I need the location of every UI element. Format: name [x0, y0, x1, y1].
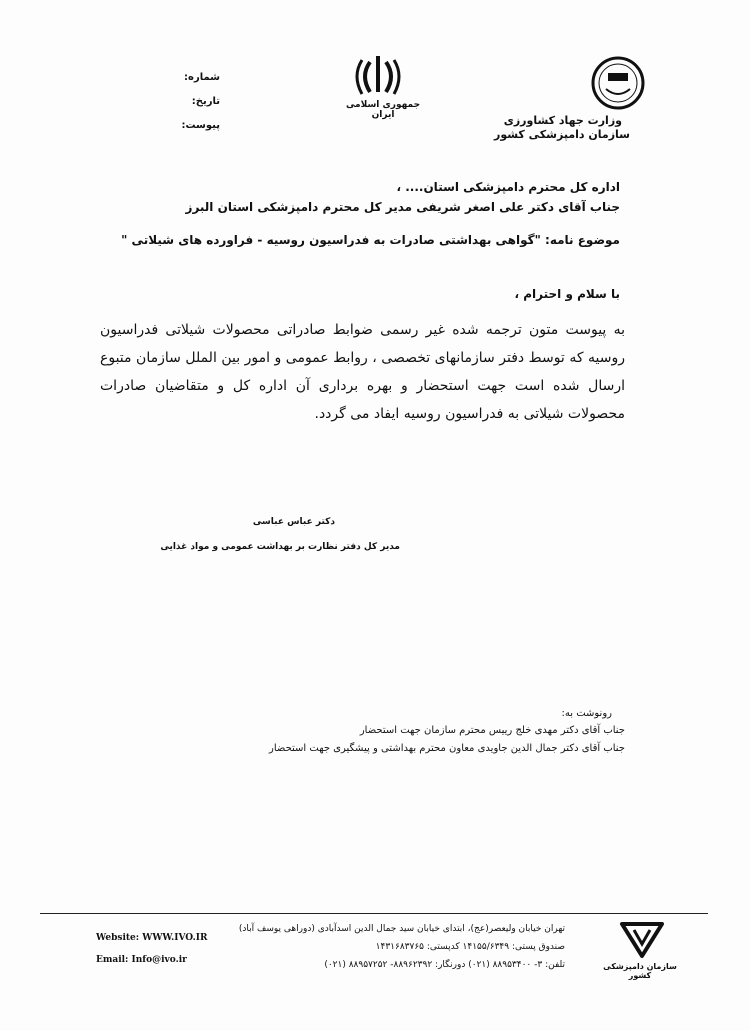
footer-email-link[interactable]: Email: Info@ivo.ir	[96, 955, 187, 965]
letter-body: به پیوست متون ترجمه شده غیر رسمی ضوابط صادراتی محصولات شیلاتی فدراسیون روسیه که توسط دفتر سازمانهای تخصصی ، روابط عمومی و امور بین الملل سازمان متبوع ارسال شده است جهت استحضار و بهره برداری آن اداره کل و متقاضیان صادرات محصولات شیلاتی به فدراسیون روسیه ایفاد می گردد.	[100, 322, 625, 422]
ministry-name: وزارت جهاد کشاورزی	[503, 114, 622, 127]
signatory-name: دکتر عباس عباسی	[252, 517, 335, 527]
signatory-title: مدیر کل دفتر نظارت بر بهداشت عمومی و مواد غذایی	[160, 542, 400, 552]
addressee-line-1: اداره کل محترم دامپزشکی استان.... ،	[396, 180, 620, 194]
cc-title: رونوشت به:	[561, 708, 612, 719]
national-emblem-icon	[350, 52, 406, 98]
addressee-line-2: جناب آقای دکتر علی اصغر شریفی مدیر کل محترم دامپزشکی استان البرز	[185, 200, 620, 214]
cc-line: جناب آقای دکتر جمال الدین جاویدی معاون محترم بهداشتی و پیشگیری جهت استحضار	[269, 743, 625, 754]
attachment-label: پیوست:	[181, 120, 220, 131]
footer-website-link[interactable]: Website: WWW.IVO.IR	[96, 933, 208, 943]
date-label: تاریخ:	[191, 96, 220, 107]
cc-line: جناب آقای دکتر مهدی خلج رییس محترم سازمان جهت استحضار	[359, 725, 625, 736]
footer-postal: صندوق پستی: ۱۴۱۵۵/۶۳۴۹ کدپستی: ۱۴۳۱۶۸۳۷۶۵	[375, 942, 565, 952]
footer-divider	[40, 913, 708, 914]
organization-name: سازمان دامپزشکی کشور	[494, 128, 630, 141]
footer-phone: تلفن: ۳- ۸۸۹۵۳۴۰۰ (۰۲۱) دورنگار: ۸۸۹۶۲۳۹۲- ۸۸۹۵۷۲۵۲ (۰۲۱)	[324, 960, 565, 970]
subject-line: موضوع نامه: "گواهی بهداشتی صادرات به فدراسیون روسیه - فراورده های شیلاتی "	[121, 233, 620, 247]
number-label: شماره:	[184, 72, 220, 83]
footer-address: تهران خیابان ولیعصر(عج)، ابتدای خیابان سید جمال الدین اسدآبادی (دوراهی یوسف آباد)	[238, 924, 565, 934]
organization-logo-icon	[618, 918, 666, 960]
footer-org-label: سازمان دامپزشکی کشور	[603, 962, 677, 980]
country-label: جمهوری اسلامی ایران	[345, 100, 421, 120]
greeting: با سلام و احترام ،	[514, 287, 620, 301]
ministry-logo-icon	[590, 55, 646, 111]
